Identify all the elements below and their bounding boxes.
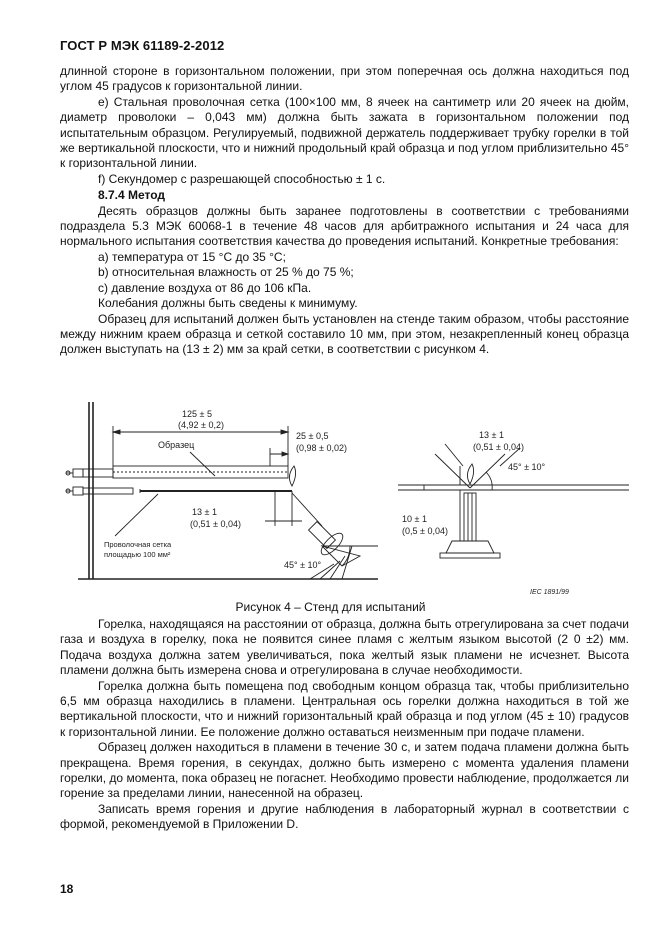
mesh-label-line2: площадью 100 мм² xyxy=(104,550,171,559)
paragraph: Десять образцов должны быть заранее подготовлены в соответствии с требованиями подраздела 5.3 МЭК 60068-1 в течение 48 часов для арбитражного испытания и 24 часа для нормального испытания соответствия качества до проведения испытаний. Конкретные требования: xyxy=(60,203,629,249)
paragraph: Образец должен находиться в пламени в течение 30 с, и затем подача пламени должна быть прекращена. Время горения, в секундах, должно быть измерено с момента удаления пламени горелки, до момента, пока образец не погаснет. Необходимо провести наблюдение, продолжается ли горение за пределами линии, нанесенной на образец. xyxy=(60,740,629,801)
paragraph: Колебания должны быть сведены к минимуму. xyxy=(98,296,358,311)
body-text-bottom xyxy=(60,617,629,833)
body-text-top xyxy=(60,64,629,358)
list-item: b) относительная влажность от 25 % до 75 %; xyxy=(98,265,354,280)
dim-125-label: 125 ± 5 xyxy=(182,409,212,419)
section-heading: 8.7.4 Метод xyxy=(98,188,166,203)
paragraph: Образец для испытаний должен быть установлен на стенде таким образом, чтобы расстояние между нижним краем образца и сеткой составило 10 мм, при этом, незакрепленный конец образца должен выступать на (13 ± 2) мм за край сетки, в соответствии с рисунком 4. xyxy=(60,311,629,357)
figure-caption: Рисунок 4 – Стенд для испытаний xyxy=(235,600,426,614)
dim-13-right-label: 13 ± 1 xyxy=(479,430,504,440)
angle-right-label: 45° ± 10° xyxy=(508,462,546,472)
dim-13-right-inch-label: (0,51 ± 0,04) xyxy=(473,442,524,452)
document-header: ГОСТ Р МЭК 61189-2-2012 xyxy=(60,38,225,53)
paragraph: Горелка, находящаяся на расстоянии от образца, должна быть отрегулирована за счет подачи газа и воздуха в горелку, пока не появится синее пламя с желтым языком высотой (2 0 ±2) мм. Подача воздуха должна затем увеличиваться, пока желтый язык пламени не исчезнет. Высота пламени должна быть измерена снова и отрегулирована в случае необходимости. xyxy=(60,617,629,678)
mesh-label-line1: Проволочная сетка xyxy=(104,540,172,549)
dim-13-left-inch-label: (0,51 ± 0,04) xyxy=(190,519,241,529)
angle-left-label: 45° ± 10° xyxy=(284,560,322,570)
dim-125-inch-label: (4,92 ± 0,2) xyxy=(178,420,224,430)
sample-label: Образец xyxy=(158,440,195,450)
dim-13-left-label: 13 ± 1 xyxy=(192,507,217,517)
paragraph: Записать время горения и другие наблюдения в лабораторный журнал в соответствии с формой, рекомендуемой в Приложении D. xyxy=(60,801,629,832)
dim-25-inch-label: (0,98 ± 0,02) xyxy=(296,443,347,453)
dim-25-label: 25 ± 0,5 xyxy=(296,431,329,441)
paragraph-item-e: e) Стальная проволочная сетка (100×100 мм, 8 ячеек на сантиметр или 20 ячеек на дюйм, диаметр проволоки – 0,043 мм) должна быть зажата в горизонтальном положении под испытательным образцом. Регулируемый, подвижной держатель поддерживает трубку горелки в той же вертикальной плоскости, что и нижний продольный край образца и под углом приблизительно 45° к горизонтальной линии. xyxy=(60,94,629,171)
list-item: c) давление воздуха от 86 до 106 кПа. xyxy=(98,280,312,295)
figure-test-stand xyxy=(60,396,629,601)
page-number: 18 xyxy=(60,882,74,896)
paragraph: Горелка должна быть помещена под свободным концом образца так, чтобы приблизительно 6,5 мм образца находились в пламени. Центральная ось горелки должна находиться в той же вертикальной плоскости, что и нижний горизонтальный край образца и под углом (45 ± 10) градусов к горизонтальной линии. Ее положение должно оставаться неизменным при подаче пламени. xyxy=(60,678,629,739)
dim-10-inch-label: (0,5 ± 0,04) xyxy=(402,526,448,536)
iec-reference: IEC 1891/99 xyxy=(530,589,569,596)
paragraph-item-f: f) Секундомер с разрешающей способностью ± 1 с. xyxy=(98,171,386,186)
paragraph: длинной стороне в горизонтальном положении, при этом поперечная ось должна находиться под углом 45 градусов к горизонтальной линии. xyxy=(60,64,629,94)
list-item: a) температура от 15 °С до 35 °С; xyxy=(98,249,286,264)
dim-10-label: 10 ± 1 xyxy=(402,514,427,524)
figure-drawing xyxy=(60,396,629,601)
